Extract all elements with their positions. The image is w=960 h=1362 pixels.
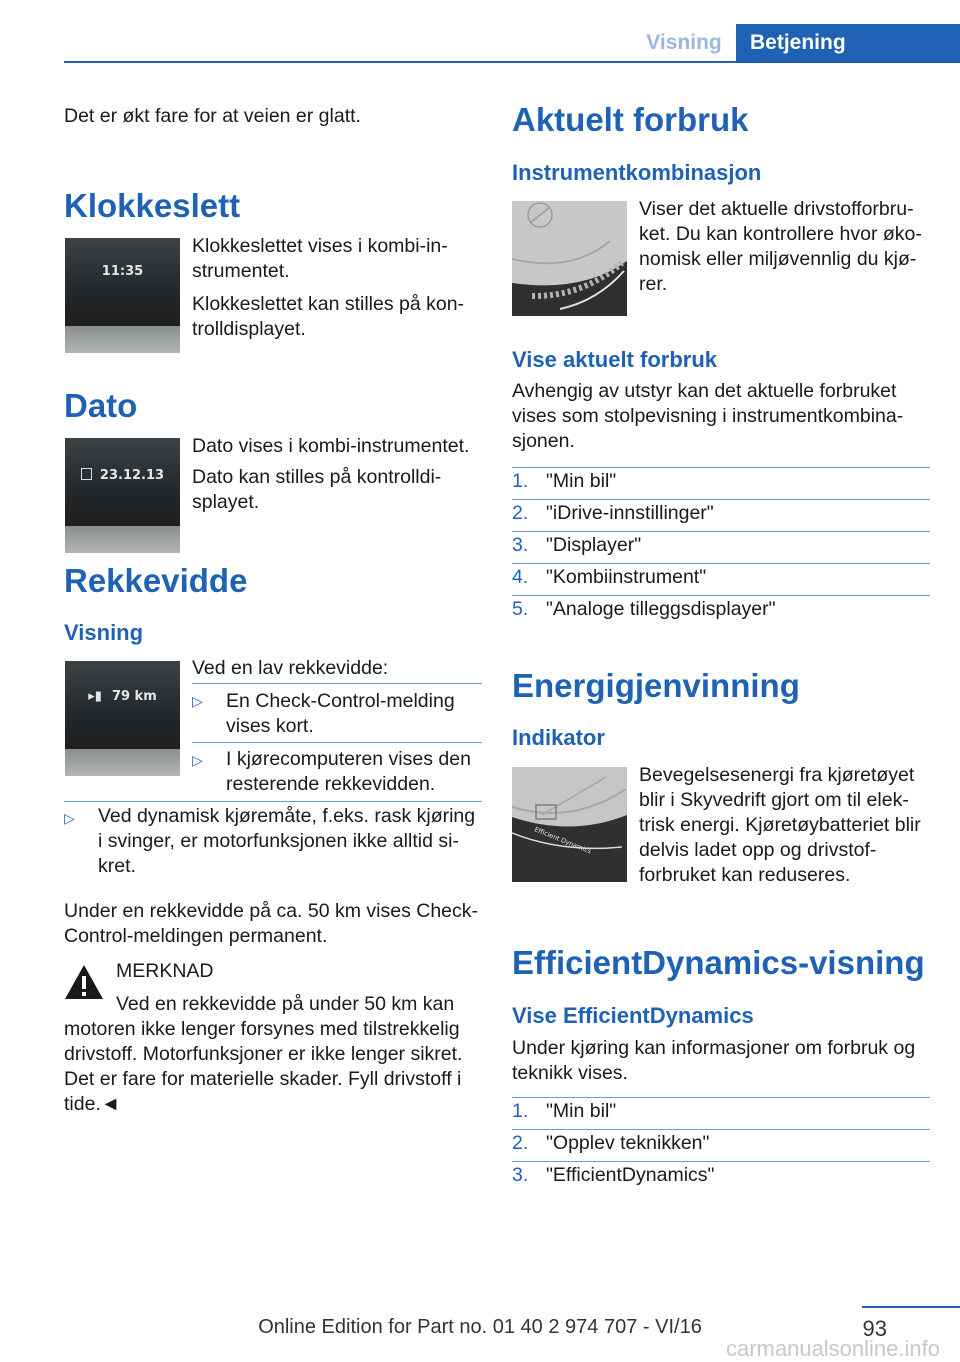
bullet-triangle-icon: ▷ (64, 810, 75, 826)
header-rule (64, 61, 960, 63)
step-item: "Displayer" (546, 534, 642, 556)
efficient-text: Under kjøring kan informasjoner om forbruk og teknikk vises. (512, 1037, 916, 1084)
step-item: "EfficientDynamics" (546, 1164, 715, 1186)
range-readout: ▸▮ 79 km (88, 689, 157, 704)
subheading-vise-aktuelt-forbruk: Vise aktuelt forbruk (512, 347, 717, 372)
watermark: carmanualsonline.info (725, 1336, 940, 1361)
step-number: 3. (512, 1164, 529, 1186)
heading-energigjenvinning: Energigjenvinning (512, 667, 800, 704)
notice-title: MERKNAD (116, 960, 214, 982)
notice-body: motoren ikke lenger forsynes med tilstrekkelig drivstoff. Motorfunksjoner er ikke lenger sikret. Det er fare for materielle skader. Fyll drivstoff i tide.◄ (64, 1018, 463, 1115)
vise-aktuelt-text: Avhengig av utstyr kan det aktuelle forbruket vises som stolpevisning i instrumentkombina-sjonen. (512, 380, 904, 452)
gauge-label: Efficient Dynamics (533, 825, 593, 856)
clock-readout: 11:35 (101, 264, 144, 279)
step-number: 5. (512, 598, 529, 620)
step-number: 1. (512, 1100, 529, 1122)
bullet-item-1: En Check-Control-melding vises kort. (226, 690, 455, 737)
dato-text-2: Dato kan stilles på kontrolldi-splayet. (192, 466, 442, 513)
step-item: "Kombiinstrument" (546, 566, 707, 588)
divider (512, 595, 930, 596)
divider (512, 499, 930, 500)
step-item: "iDrive-innstillinger" (546, 502, 714, 524)
rekkevidde-lead: Ved en lav rekkevidde: (192, 657, 389, 679)
subheading-instrumentkombinasjon: Instrumentkombinasjon (512, 160, 762, 185)
range-display-image (65, 661, 180, 776)
bullet-triangle-icon: ▷ (192, 752, 203, 768)
edition-text: Online Edition for Part no. 01 40 2 974 707 - VI/16 (258, 1316, 702, 1338)
klokkeslett-text-2: Klokkeslettet kan stilles på kon-trolldisplayet. (192, 293, 465, 340)
warning-icon (64, 962, 104, 1002)
divider (512, 563, 930, 564)
date-display-image (65, 438, 180, 553)
divider (512, 467, 930, 468)
intro-text: Det er økt fare for at veien er glatt. (64, 105, 361, 127)
calendar-icon (81, 468, 92, 480)
recuperation-gauge-image (512, 767, 627, 882)
date-readout: 23.12.13 (65, 468, 180, 483)
divider (512, 1097, 930, 1098)
page-number: 93 (862, 1316, 887, 1341)
notice-first-line: Ved en rekkevidde på under 50 km kan (116, 993, 455, 1015)
step-item: "Min bil" (546, 470, 617, 492)
step-number: 2. (512, 1132, 529, 1154)
subheading-indikator: Indikator (512, 725, 605, 750)
bullet-triangle-icon: ▷ (192, 693, 203, 709)
bullet-item-3: Ved dynamisk kjøremåte, f.eks. rask kjøring i svinger, er motorfunksjonen ikke alltid si-kret. (98, 805, 476, 877)
divider (512, 1161, 930, 1162)
bullet-item-2: I kjørecomputeren vises den resterende rekkevidden. (226, 748, 471, 795)
step-item: "Analoge tilleggsdisplayer" (546, 598, 776, 620)
heading-efficientdynamics-visning: EfficientDynamics-visning (512, 944, 925, 981)
divider (192, 683, 482, 684)
tab-visning[interactable]: Visning (632, 24, 736, 61)
clock-display-image (65, 238, 180, 353)
heading-dato: Dato (64, 387, 138, 424)
klokkeslett-text-1: Klokkeslettet vises i kombi-in-strumentet. (192, 235, 448, 282)
step-number: 2. (512, 502, 529, 524)
divider (64, 801, 482, 802)
heading-klokkeslett: Klokkeslett (64, 187, 241, 224)
aktuelt-text: Viser det aktuelle drivstofforbru-ket. Du kan kontrollere hvor øko-nomisk eller miljøvennlig du kjø-rer. (639, 198, 922, 295)
subheading-vise-efficientdynamics: Vise EfficientDynamics (512, 1003, 754, 1028)
subheading-visning: Visning (64, 620, 144, 645)
step-item: "Opplev teknikken" (546, 1132, 710, 1154)
divider (192, 742, 482, 743)
step-number: 4. (512, 566, 529, 588)
heading-rekkevidde: Rekkevidde (64, 562, 248, 599)
step-item: "Min bil" (546, 1100, 617, 1122)
divider (512, 1129, 930, 1130)
heading-aktuelt-forbruk: Aktuelt forbruk (512, 101, 749, 138)
divider (512, 531, 930, 532)
footer-rule (862, 1306, 960, 1308)
fuel-pump-icon: ▸▮ (88, 689, 102, 704)
tab-betjening[interactable]: Betjening (736, 24, 960, 61)
rekkevidde-under-text: Under en rekkevidde på ca. 50 km vises Check-Control-meldingen permanent. (64, 900, 479, 947)
consumption-gauge-image (512, 201, 627, 316)
step-number: 1. (512, 470, 529, 492)
energi-text: Bevegelsesenergi fra kjøretøyet blir i Skyvedrift gjort om til elek-trisk energi. Kjøretøybatteriet blir delvis ladet opp og drivstof-forbruket kan reduseres. (639, 764, 921, 886)
step-number: 3. (512, 534, 529, 556)
dato-text-1: Dato vises i kombi-instrumentet. (192, 435, 470, 457)
